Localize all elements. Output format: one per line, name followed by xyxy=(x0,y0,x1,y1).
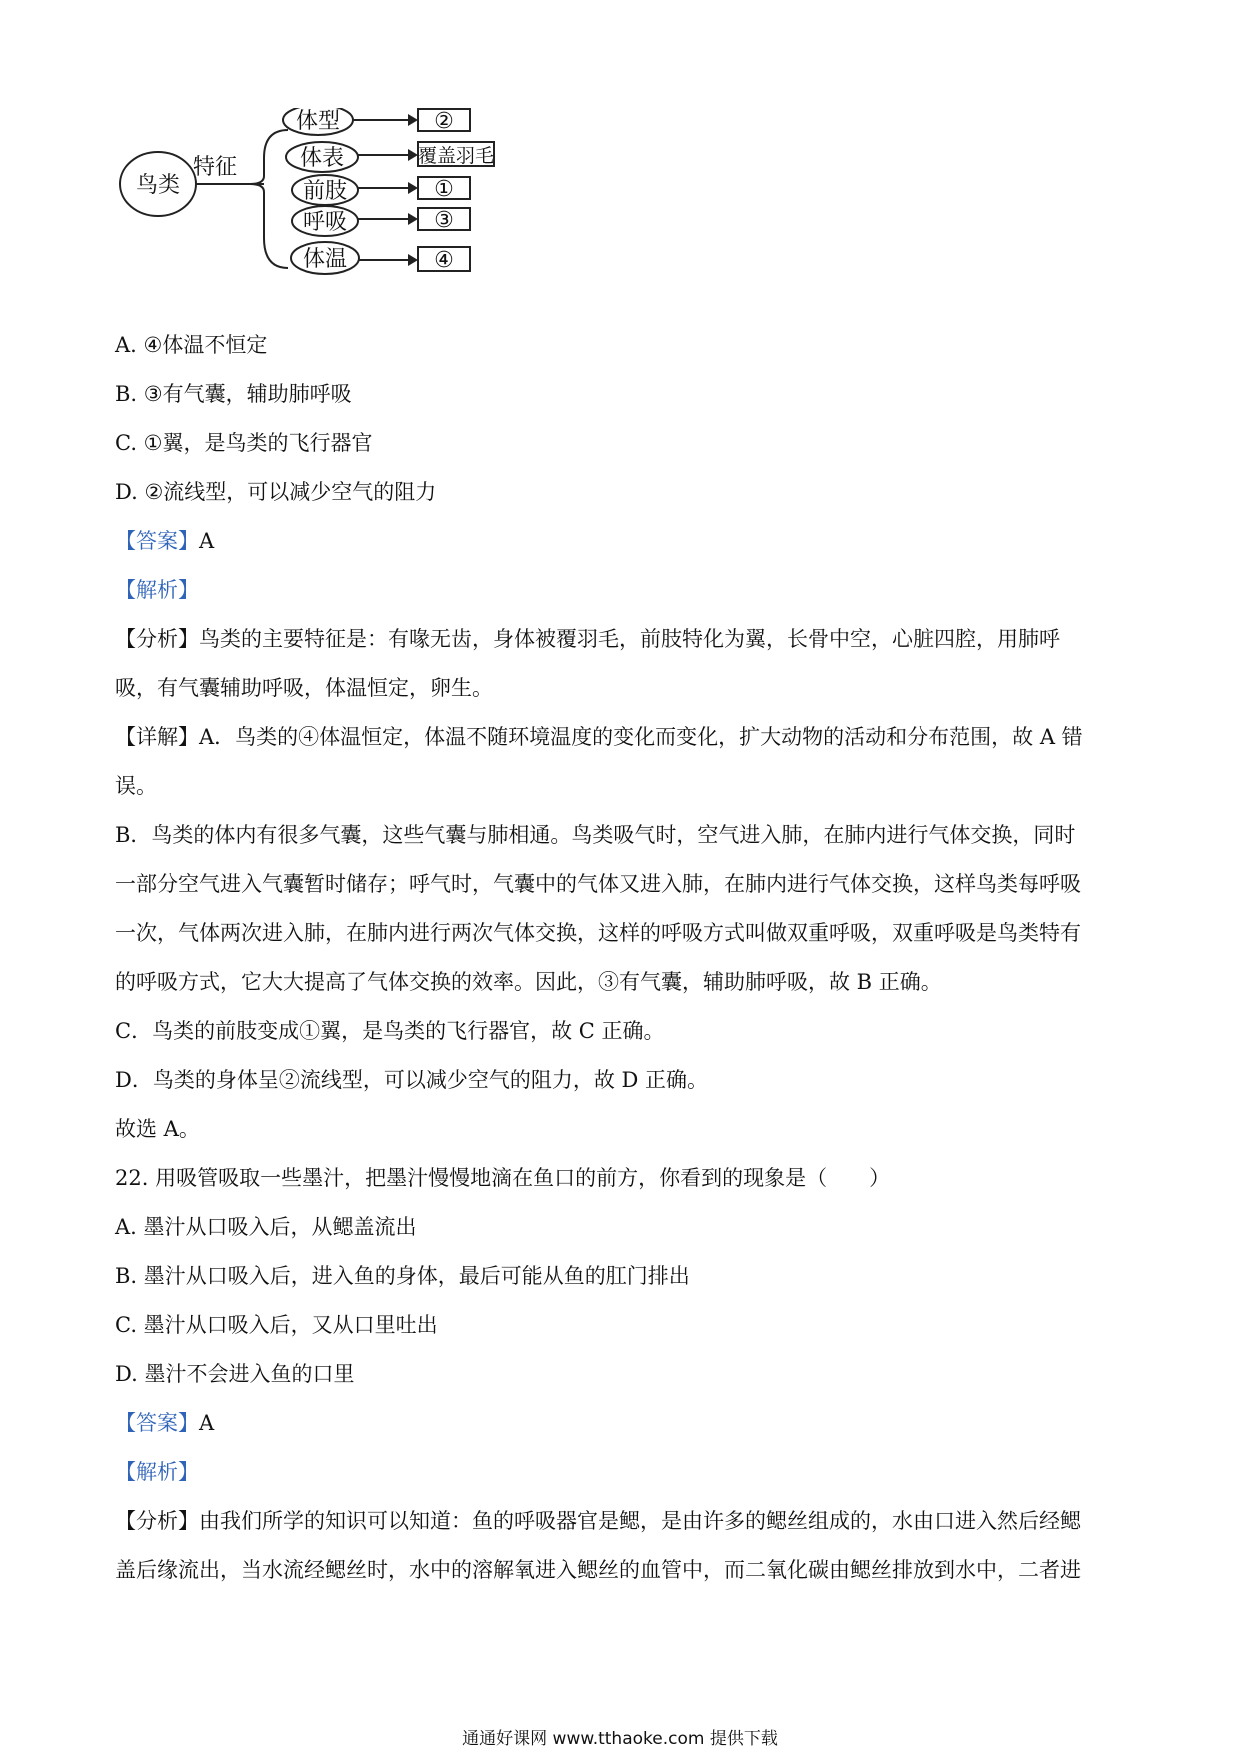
q21-option-b: B. ③有气囊，辅助肺呼吸 xyxy=(115,382,352,406)
q21-analysis-tag: 【解析】 xyxy=(115,578,199,602)
q21-xiangjie-1 xyxy=(115,722,1083,752)
feature-label: 体型 xyxy=(295,109,341,134)
q21-xiangjie-7: C．鸟类的前肢变成①翼，是鸟类的飞行器官，故 C 正确。 xyxy=(115,1019,665,1043)
q22-option-d: D. 墨汁不会进入鱼的口里 xyxy=(115,1362,355,1386)
xiangjie-text: A．鸟类的④体温恒定，体温不随环境温度的变化而变化，扩大动物的活动和分布范围，故 A 错 xyxy=(199,725,1083,749)
q21-xiangjie-8: D．鸟类的身体呈②流线型，可以减少空气的阻力，故 D 正确。 xyxy=(115,1068,709,1092)
q22-answer xyxy=(115,1408,214,1438)
xiangjie-tag: 【详解】 xyxy=(115,725,199,749)
answer-value: A xyxy=(199,1411,215,1435)
row-4 xyxy=(292,206,470,236)
fenxi-text: 鸟类的主要特征是：有喙无齿，身体被覆羽毛，前肢特化为翼，长骨中空，心脏四腔，用肺呼 xyxy=(199,627,1060,651)
answer-tag: 【答案】 xyxy=(115,529,199,553)
bird-features-diagram xyxy=(118,108,568,308)
fenxi-tag: 【分析】 xyxy=(115,1509,199,1533)
q21-fenxi-2: 吸，有气囊辅助呼吸，体温恒定，卵生。 xyxy=(115,676,493,700)
q21-xiangjie-4: 一部分空气进入气囊暂时储存；呼气时，气囊中的气体又进入肺，在肺内进行气体交换，这样鸟类每呼吸 xyxy=(115,872,1081,896)
edge-label: 特征 xyxy=(192,155,238,180)
fenxi-text: 由我们所学的知识可以知道：鱼的呼吸器官是鳃，是由许多的鳃丝组成的，水由口进入然后经鳃 xyxy=(199,1509,1081,1533)
value-label: 覆盖羽毛 xyxy=(417,145,495,167)
feature-label: 呼吸 xyxy=(302,210,348,235)
q21-answer xyxy=(115,526,214,556)
feature-label: 前肢 xyxy=(302,179,348,204)
value-label: ④ xyxy=(434,248,454,273)
center-node-label: 鸟类 xyxy=(135,173,181,198)
q21-xiangjie-6: 的呼吸方式，它大大提高了气体交换的效率。因此，③有气囊，辅助肺呼吸，故 B 正确。 xyxy=(115,970,942,994)
q21-option-a: A. ④体温不恒定 xyxy=(115,333,268,357)
value-label: ③ xyxy=(434,208,454,233)
q21-xiangjie-2: 误。 xyxy=(115,774,157,798)
q22-fenxi-1 xyxy=(115,1506,1081,1536)
feature-label: 体表 xyxy=(299,146,345,171)
feature-label: 体温 xyxy=(302,247,348,272)
value-label: ② xyxy=(434,109,454,134)
fenxi-tag: 【分析】 xyxy=(115,627,199,651)
q22-option-a: A. 墨汁从口吸入后，从鳃盖流出 xyxy=(115,1215,417,1239)
q22-option-b: B. 墨汁从口吸入后，进入鱼的身体，最后可能从鱼的肛门排出 xyxy=(115,1264,690,1288)
q21-xiangjie-5: 一次，气体两次进入肺，在肺内进行两次气体交换，这样的呼吸方式叫做双重呼吸，双重呼吸是鸟类特有 xyxy=(115,921,1081,945)
row-3 xyxy=(292,175,470,205)
q22-analysis-tag: 【解析】 xyxy=(115,1460,199,1484)
value-label: ① xyxy=(434,177,454,202)
q21-option-c: C. ①翼，是鸟类的飞行器官 xyxy=(115,431,373,455)
q21-option-d: D. ②流线型，可以减少空气的阻力 xyxy=(115,480,437,504)
q21-xiangjie-9: 故选 A。 xyxy=(115,1117,200,1141)
q22-option-c: C. 墨汁从口吸入后，又从口里吐出 xyxy=(115,1313,438,1337)
answer-value: A xyxy=(199,529,215,553)
q22-fenxi-2: 盖后缘流出，当水流经鳃丝时，水中的溶解氧进入鳃丝的血管中，而二氧化碳由鳃丝排放到水中，二者进 xyxy=(115,1558,1081,1582)
answer-tag: 【答案】 xyxy=(115,1411,199,1435)
q21-xiangjie-3: B．鸟类的体内有很多气囊，这些气囊与肺相通。鸟类吸气时，空气进入肺，在肺内进行气体交换，同时 xyxy=(115,823,1076,847)
q22-stem: 22. 用吸管吸取一些墨汁，把墨汁慢慢地滴在鱼口的前方，你看到的现象是（ ） xyxy=(115,1166,891,1190)
row-2 xyxy=(286,142,494,172)
row-5 xyxy=(291,242,470,274)
q21-fenxi-1 xyxy=(115,624,1060,654)
row-1 xyxy=(283,108,470,135)
page-footer: 通通好课网 www.tthaoke.com 提供下载 xyxy=(462,1729,778,1749)
